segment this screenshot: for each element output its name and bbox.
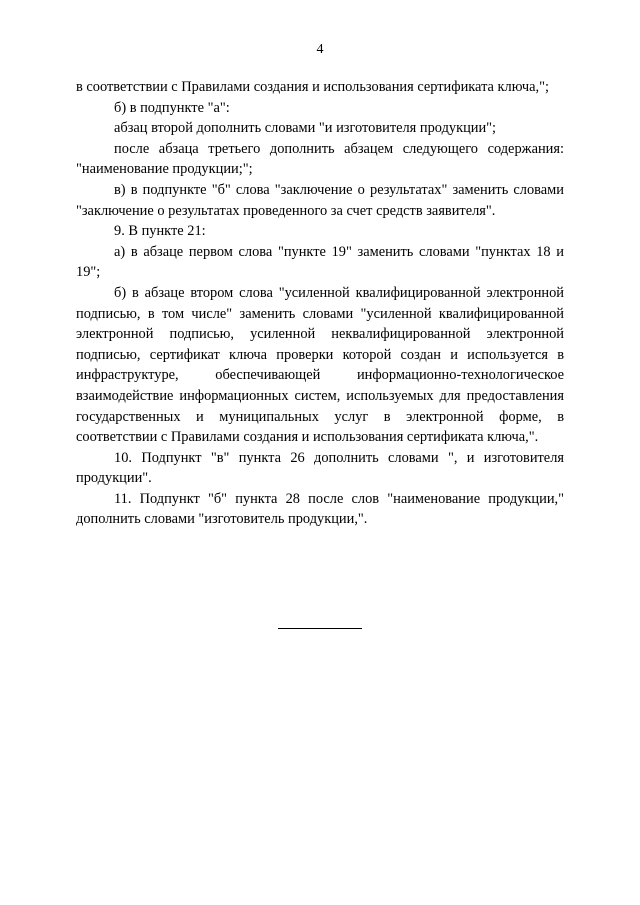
page-number: 4 [316, 42, 324, 57]
end-separator-line [278, 628, 362, 629]
paragraph: в) в подпункте "б" слова "заключение о результатах" заменить словами "заключение о результатах проведенного за счет средств заявителя". [76, 181, 564, 219]
paragraph: абзац второй дополнить словами "и изготовителя продукции"; [114, 120, 497, 137]
paragraph: 11. Подпункт "б" пункта 28 после слов "наименование продукции," дополнить словами "изготовитель продукции,". [76, 490, 564, 528]
paragraph: 9. В пункте 21: [114, 223, 206, 240]
document-body [76, 77, 564, 530]
paragraph: 10. Подпункт "в" пункта 26 дополнить словами ", и изготовителя продукции". [76, 449, 564, 487]
paragraph: б) в подпункте "а": [114, 99, 230, 116]
paragraph: в соответствии с Правилами создания и использования сертификата ключа,"; [76, 79, 549, 95]
paragraph: б) в абзаце втором слова "усиленной квалифицированной электронной подписью, в том числе" заменить словами "усиленной квалифицированной электронной подписью, усиленной неквалифицированной электронной подписью, сертификат ключа проверки которой создан и используется в инфраструктуре, обеспечивающей информационно-технологическое взаимодействие информационных систем, используемых для предоставления государственных и муниципальных услуг в электронной форме, в соответствии с Правилами создания и использования сертификата ключа,". [76, 284, 564, 446]
paragraph: после абзаца третьего дополнить абзацем следующего содержания: "наименование продукции;"; [76, 140, 564, 178]
paragraph: а) в абзаце первом слова "пункте 19" заменить словами "пунктах 18 и 19"; [76, 243, 564, 281]
